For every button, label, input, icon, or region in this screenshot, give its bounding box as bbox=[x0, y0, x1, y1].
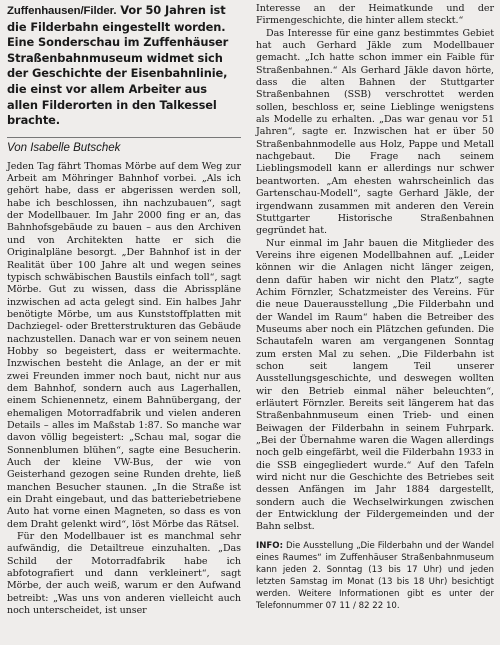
byline-divider bbox=[7, 137, 241, 138]
info-text: Die Ausstellung „Die Filderbahn und der Wandel eines Raumes“ im Zuffenhäuser Straßenbahnmuseum kann jeden 2. Sonntag (13 bis 17 Uhr) und jeden letzten Samstag im Monat (13 bis 18 Uhr) besichtigt werden. Weitere Informationen gibt es unter der Telefonnummer 07 11 / 82 22 10. bbox=[256, 540, 495, 611]
lead-paragraph bbox=[7, 3, 241, 129]
body-paragraph: Interesse an der Heimatkunde und der Firmengeschichte, die hinter allem steckt.“ bbox=[256, 3, 494, 27]
body-paragraph: Jeden Tag fährt Thomas Mörbe auf dem Weg zur Arbeit am Möhringer Bahnhof vorbei. „Als ich gehört habe, dass er abgerissen werden soll, habe ich beschlossen, ihn nachzubauen“, sagt der Modellbauer. Im Jahr 2000 fing er an, das Bahnhofsgebäude zu bauen – aus den Archiven und von Architekten hatte er sich die Originalpläne besorgt. „Der Bahnhof ist in der Realität über 100 Jahre alt und wegen seines typisch schwäbischen Baustils einfach toll“, sagt Mörbe. Gut zu wissen, dass die Abrisspläne inzwischen ad acta gelegt sind. Ein halbes Jahr benötigte Mörbe, um aus Kunststoffplatten mit Dachziegel- oder Bretterstrukturen das Gebäude nachzustellen. Danach war er von seinem neuen Hobby so begeistert, dass er weitermachte. Inzwischen besteht die Anlage, an der er mit zwei Freunden immer noch baut, nicht nur aus dem Bahnhof, sondern auch aus Lagerhallen, einem Schienennetz, einem Bahnübergang, der ehemaligen Motorradfabrik und vielen anderen Details – alles im Maßstab 1:87. So manche war davon völlig begeistert: „Schau mal, sogar die Sonnenblumen blühen“, sagte eine Besucherin. Auch der kleine VW-Bus, der wie von Geisterhand gezogen seine Runden drehte, ließ manchen Besucher staunen. „In die Straße ist ein Draht eingebaut, und das batteriebetriebene Auto hat vorne einen Magneten, so dass es von dem Draht gelenkt wird“, löst Mörbe das Rätsel. bbox=[7, 160, 241, 530]
lead-text: Vor 50 Jahren ist die Filderbahn eingestellt worden. Eine Sonderschau im Zuffenhäuser Straßenbahnmuseum widmet sich der Geschichte der Eisenbahnlinie, die einst vor allem Arbeiter aus allen Filderorten in den Talkessel brachte. bbox=[7, 3, 229, 128]
byline: Von Isabelle Butschek bbox=[7, 141, 121, 154]
body-paragraph: Nur einmal im Jahr bauen die Mitglieder des Vereins ihre eigenen Modellbahnen auf. „Leider können wir die Anlagen nicht länger zeigen, denn dafür haben wir nicht den Platz“, sagte Achim Förnzler, Schatzmeister des Vereins. Für die neue Dauerausstellung „Die Filderbahn und der Wandel im Raum“ haben die Betreiber des Museums aber noch ein Plätzchen gefunden. Die Schautafeln waren am vergangenen Sonntag zum ersten Mal zu sehen. „Die Filderbahn ist schon seit langem Teil unserer Ausstellungsgeschichte, und deswegen wollten wir den Betrieb einmal näher beleuchten“, erläutert Förnzler. Bereits seit längerem hat das Straßenbahnmuseum einen Trieb- und einen Beiwagen der Filderbahn in seinem Fuhrpark. „Bei der Übernahme waren die Wagen allerdings noch gelb eingefärbt, weil die Filderbahn 1933 in die SSB eingegliedert wurde.“ Auf den Tafeln wird nicht nur die Geschichte des Betriebes seit dessen Anfängen im Jahr 1884 dargestellt, sondern auch die Wechselwirkungen zwischen der Entwicklung der Fildergemeinden und der Bahn selbst. bbox=[256, 237, 494, 533]
dateline: Zuffenhausen/Filder. bbox=[7, 5, 117, 17]
left-column bbox=[7, 3, 241, 617]
info-label: INFO: bbox=[256, 540, 284, 551]
right-column bbox=[256, 3, 494, 612]
info-box bbox=[256, 540, 494, 612]
body-paragraph: Für den Modellbauer ist es manchmal sehr aufwändig, die Detailtreue einzuhalten. „Das Schild der Motorradfabrik habe ich abfotografiert und dann verkleinert“, sagt Mörbe, der auch weiß, warum er den Aufwand betreibt: „Was uns von anderen vielleicht auch noch unterscheidet, ist unser bbox=[7, 531, 241, 617]
body-paragraph: Das Interesse für eine ganz bestimmtes Gebiet hat auch Gerhard Jäkle zum Modellbauer gemacht. „Ich hatte schon immer ein Faible für Straßenbahnen.“ Als Gerhard Jäkle davon hörte, dass die alten Bahnen der Stuttgarter Straßenbahnen (SSB) verschrottet werden sollen, beschloss er, seine Lieblinge wenigstens als Modelle zu erhalten. „Das war genau vor 51 Jahren“, sagte er. Inzwischen hat er über 50 Straßenbahnmodelle aus Holz, Pappe und Metall nachgebaut. Die Frage nach seinem Lieblingsmodell kann er allerdings nur schwer beantworten. „Am ehesten wahrscheinlich das Gartenschau-Modell“, sagte Gerhard Jäkle, der irgendwann zusammen mit anderen den Verein Stuttgarter Historische Straßenbahnen gegründet hat. bbox=[256, 27, 494, 237]
